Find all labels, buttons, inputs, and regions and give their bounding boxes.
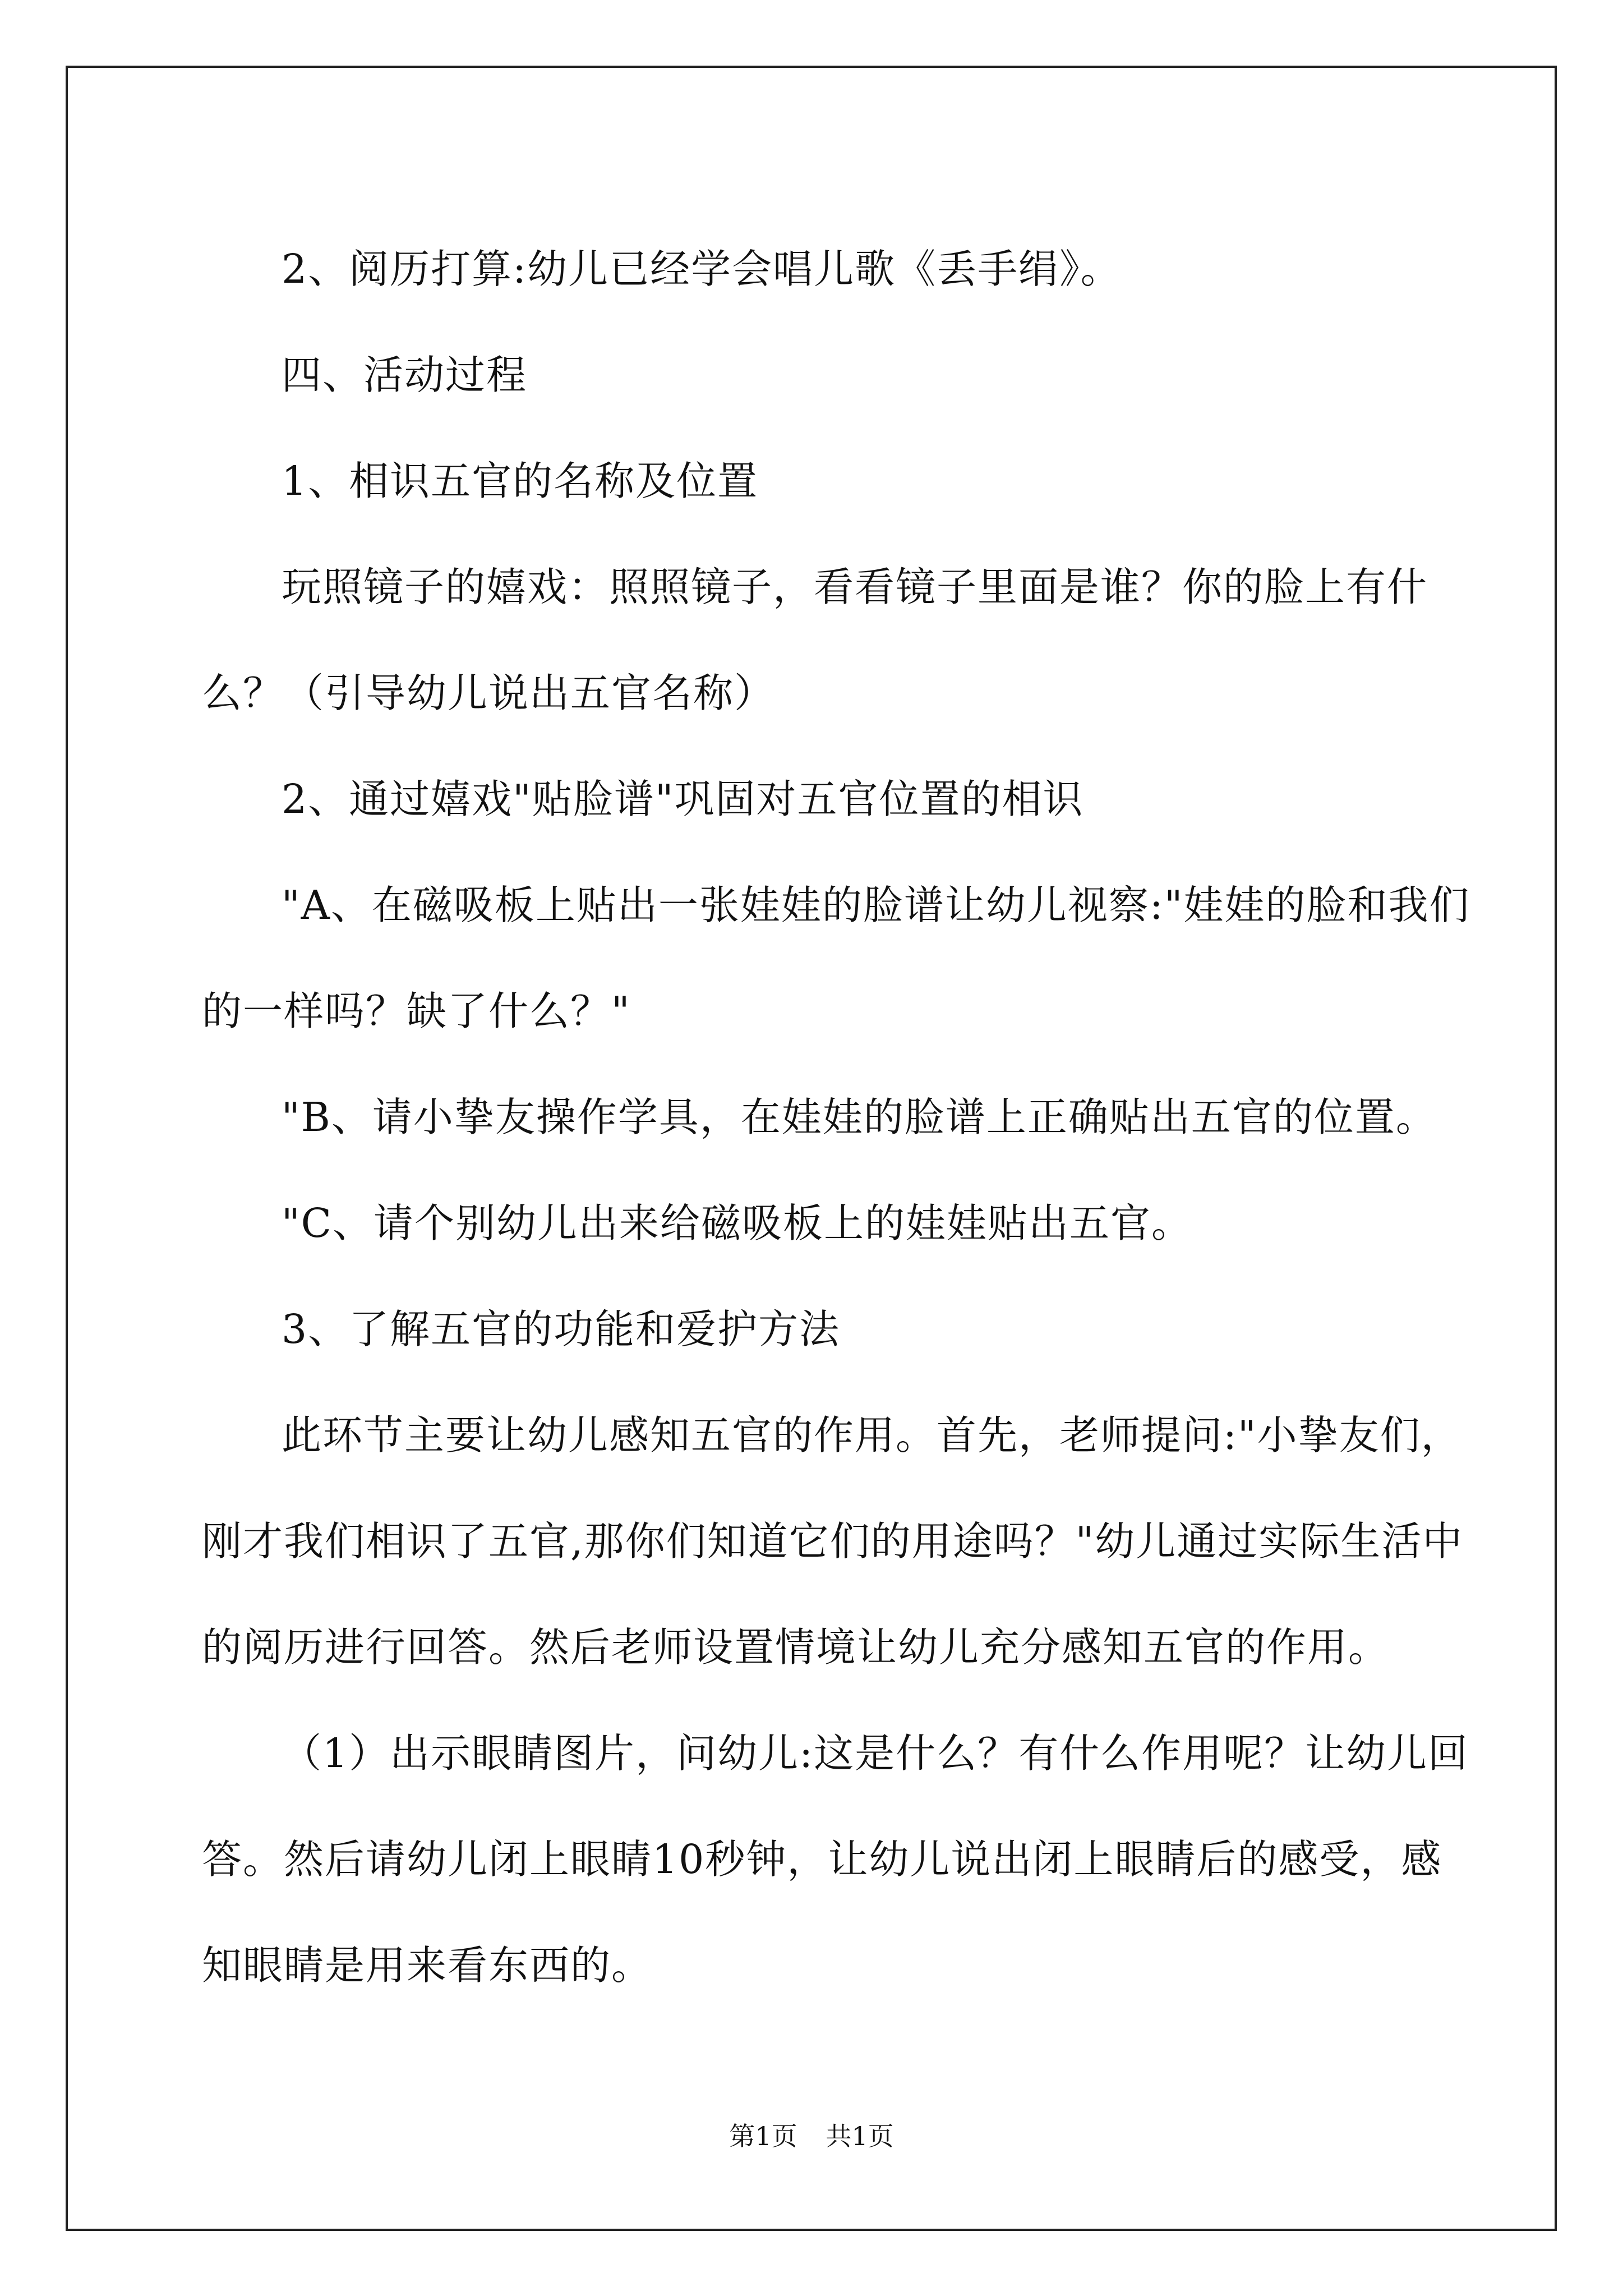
page-footer: [0, 2119, 1623, 2153]
page-total: 共1页: [826, 2121, 894, 2151]
section-heading: 四、活动过程: [282, 352, 528, 398]
paragraph: 玩照镜子的嬉戏：照照镜子，看看镜子里面是谁？你的脸上有什么？（引导幼儿说出五官名称）: [202, 564, 1428, 716]
paragraph: "B、请小挚友操作学具，在娃娃的脸谱上正确贴出五官的位置。: [282, 1094, 1437, 1140]
paragraph: （1）出示眼睛图片，问幼儿:这是什么？有什么作用呢？让幼儿回答。然后请幼儿闭上眼睛10秒钟，让幼儿说出闭上眼睛后的感受，感知眼睛是用来看东西的。: [202, 1730, 1469, 1989]
page-number: 第1页: [729, 2121, 797, 2151]
document-body: [202, 216, 1481, 2018]
paragraph: 1、相识五官的名称及位置: [282, 458, 759, 504]
paragraph: 3、了解五官的功能和爱护方法: [282, 1306, 841, 1352]
paragraph: 此环节主要让幼儿感知五官的作用。首先，老师提问:"小挚友们，刚才我们相识了五官,那你们知道它们的用途吗？"幼儿通过实际生活中的阅历进行回答。然后老师设置情境让幼儿充分感知五官的作用。: [202, 1412, 1464, 1671]
paragraph: "C、请个别幼儿出来给磁吸板上的娃娃贴出五官。: [282, 1200, 1192, 1246]
paragraph: "A、在磁吸板上贴出一张娃娃的脸谱让幼儿视察:"娃娃的脸和我们的一样吗？缺了什么？": [202, 882, 1470, 1034]
paragraph: 2、阅历打算:幼儿已经学会唱儿歌《丢手绢》。: [282, 246, 1122, 292]
paragraph: 2、通过嬉戏"贴脸谱"巩固对五官位置的相识: [282, 776, 1084, 822]
